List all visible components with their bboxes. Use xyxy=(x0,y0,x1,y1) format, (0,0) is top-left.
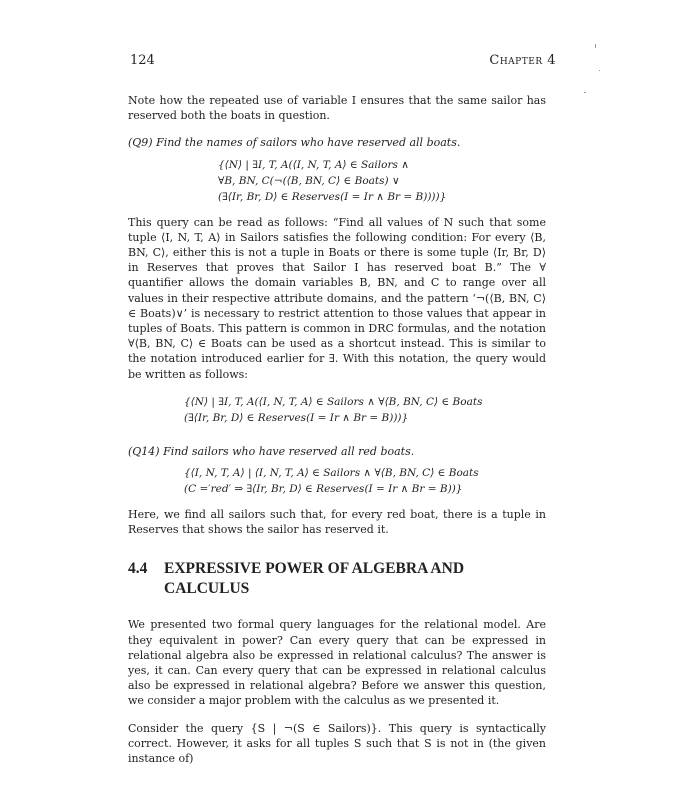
page-number: 124 xyxy=(130,53,155,68)
body-paragraph: We presented two formal query languages for the relational model. Are they equivalent in power? Can every query that can be expressed in relational algebra also be expressed in relational calculus? The answer is yes, it can. Can every query that can be expressed in relational calculus also be expressed in relational algebra? Before we answer this question, we consider a major problem with the calculus as we presented it. xyxy=(128,618,546,708)
shortcut-formula-line: (∃⟨Ir, Br, D⟩ ∈ Reserves(I = Ir ∧ Br = B)))} xyxy=(184,411,409,424)
page-header xyxy=(130,53,556,71)
page-content xyxy=(128,93,546,778)
q14-formula-line: {⟨I, N, T, A⟩ | ⟨I, N, T, A⟩ ∈ Sailors ∧ ∀⟨B, BN, C⟩ ∈ Boats xyxy=(184,467,479,480)
scan-speck xyxy=(595,44,596,48)
section-title: EXPRESSIVE POWER OF ALGEBRA AND CALCULUS xyxy=(164,560,465,598)
q9-explanation: This query can be read as follows: “Find all values of N such that some tuple ⟨I, N, T, A⟩ in Sailors satisfies the following condition: For every ⟨B, BN, C⟩, either this is not a tuple in Boats or there is some tuple ⟨Ir, Br, D⟩ in Reserves that proves that Sailor I has reserved boat B.” The ∀ quantifier allows the domain variables B, BN, and C to range over all values in their respective attribute domains, and the pattern ‘¬(⟨B, BN, C⟩ ∈ Boats)∨’ is necessary to restrict attention to those values that appear in tuples of Boats. This pattern is common in DRC formulas, and the notation ∀⟨B, BN, C⟩ ∈ Boats can be used as a shortcut instead. This is similar to the notation introduced earlier for ∃. With this notation, the query would be written as follows: xyxy=(128,215,546,381)
body-paragraph: Consider the query {S | ¬(S ∈ Sailors)}. This query is syntactically correct. However, it asks for all tuples S such that S is not in (the given instance of) xyxy=(128,721,546,766)
q9-title: (Q9) Find the names of sailors who have reserved all boats. xyxy=(128,136,461,150)
q14-title: (Q14) Find sailors who have reserved all red boats. xyxy=(128,444,415,458)
q9-formula xyxy=(128,157,546,205)
chapter-label: Chapter 4 xyxy=(489,53,556,68)
q14-formula xyxy=(128,465,546,497)
intro-paragraph: Note how the repeated use of variable I ensures that the same sailor has reserved both the boats in question. xyxy=(128,94,546,123)
q9-formula-line: ∀B, BN, C(¬(⟨B, BN, C⟩ ∈ Boats) ∨ xyxy=(218,174,400,187)
shortcut-formula-line: {⟨N⟩ | ∃I, T, A(⟨I, N, T, A⟩ ∈ Sailors ∧ ∀⟨B, BN, C⟩ ∈ Boats xyxy=(184,395,483,408)
section-number: 4.4 xyxy=(128,560,148,578)
q9-formula-line: (∃⟨Ir, Br, D⟩ ∈ Reserves(I = Ir ∧ Br = B))))} xyxy=(218,190,447,203)
q9-formula-line: {⟨N⟩ | ∃I, T, A(⟨I, N, T, A⟩ ∈ Sailors ∧ xyxy=(218,158,409,171)
section-heading xyxy=(128,559,546,599)
scan-speck xyxy=(599,70,600,71)
scan-speck xyxy=(584,92,586,93)
q14-explanation: Here, we find all sailors such that, for every red boat, there is a tuple in Reserves that shows the sailor has reserved it. xyxy=(128,508,546,537)
q14-formula-line: (C =′red′ ⇒ ∃⟨Ir, Br, D⟩ ∈ Reserves(I = Ir ∧ Br = B))} xyxy=(184,483,463,496)
q9-shortcut-formula xyxy=(128,394,546,426)
